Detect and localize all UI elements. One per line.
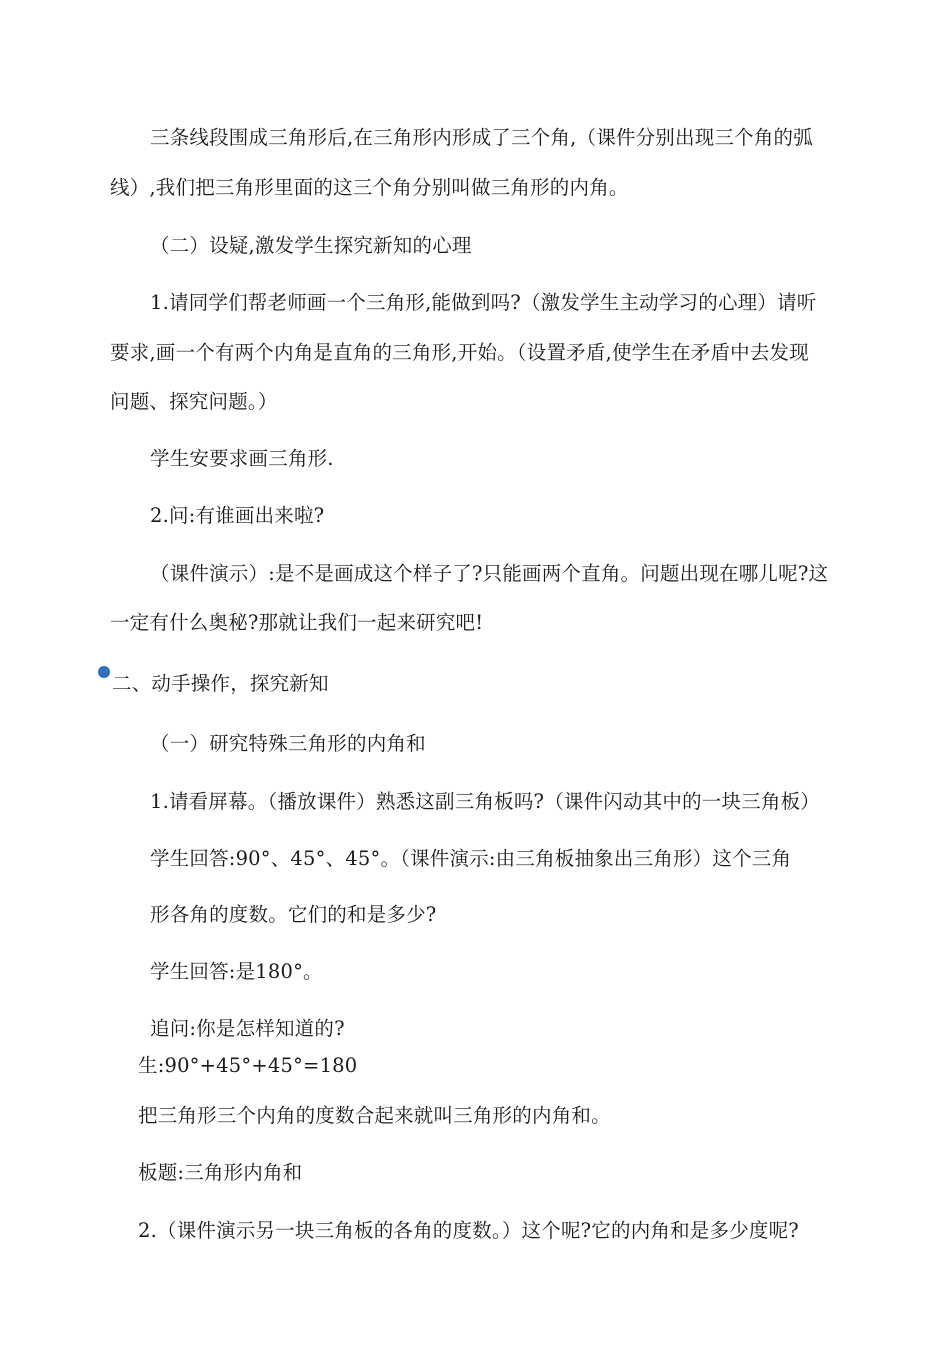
paragraph-line-17: 板题:三角形内角和 — [138, 1161, 303, 1184]
bullet-dot — [98, 666, 110, 678]
paragraph-line-14: 追问:你是怎样知道的? — [150, 1017, 345, 1040]
paragraph-line-8: （课件演示）:是不是画成这个样子了?只能画两个直角。问题出现在哪儿呢?这 — [150, 562, 829, 585]
paragraph-line-4: 要求,画一个有两个内角是直角的三角形,开始。（设置矛盾,使学生在矛盾中去发现 — [110, 341, 809, 364]
paragraph-line-1: 三条线段围成三角形后,在三角形内形成了三个角,（课件分别出现三个角的弧 — [150, 126, 813, 149]
paragraph-line-12: 形各角的度数。它们的和是多少? — [150, 903, 437, 926]
paragraph-line-16: 把三角形三个内角的度数合起来就叫三角形的内角和。 — [138, 1104, 611, 1127]
chapter-heading-2: 二、动手操作，探究新知 — [112, 672, 329, 695]
section-heading-2: （二）设疑,激发学生探究新知的心理 — [150, 234, 472, 257]
section-heading-1: （一）研究特殊三角形的内角和 — [150, 732, 426, 755]
paragraph-line-15: 生:90°+45°+45°=180 — [138, 1054, 358, 1077]
paragraph-line-3: 1.请同学们帮老师画一个三角形,能做到吗?（激发学生主动学习的心理）请听 — [150, 291, 817, 314]
paragraph-line-18: 2.（课件演示另一块三角板的各角的度数。）这个呢?它的内角和是多少度呢? — [138, 1219, 799, 1242]
paragraph-line-13: 学生回答:是180°。 — [150, 960, 323, 983]
paragraph-line-2: 线）,我们把三角形里面的这三个角分别叫做三角形的内角。 — [110, 176, 629, 199]
paragraph-line-7: 2.问:有谁画出来啦? — [150, 504, 325, 527]
paragraph-line-5: 问题、探究问题。） — [110, 390, 278, 413]
paragraph-line-9: 一定有什么奥秘?那就让我们一起来研究吧! — [110, 611, 484, 634]
paragraph-line-6: 学生安要求画三角形. — [150, 447, 334, 470]
paragraph-line-10: 1.请看屏幕。（播放课件）熟悉这副三角板吗?（课件闪动其中的一块三角板） — [150, 790, 821, 813]
paragraph-line-11: 学生回答:90°、45°、45°。（课件演示:由三角板抽象出三角形）这个三角 — [150, 847, 792, 870]
